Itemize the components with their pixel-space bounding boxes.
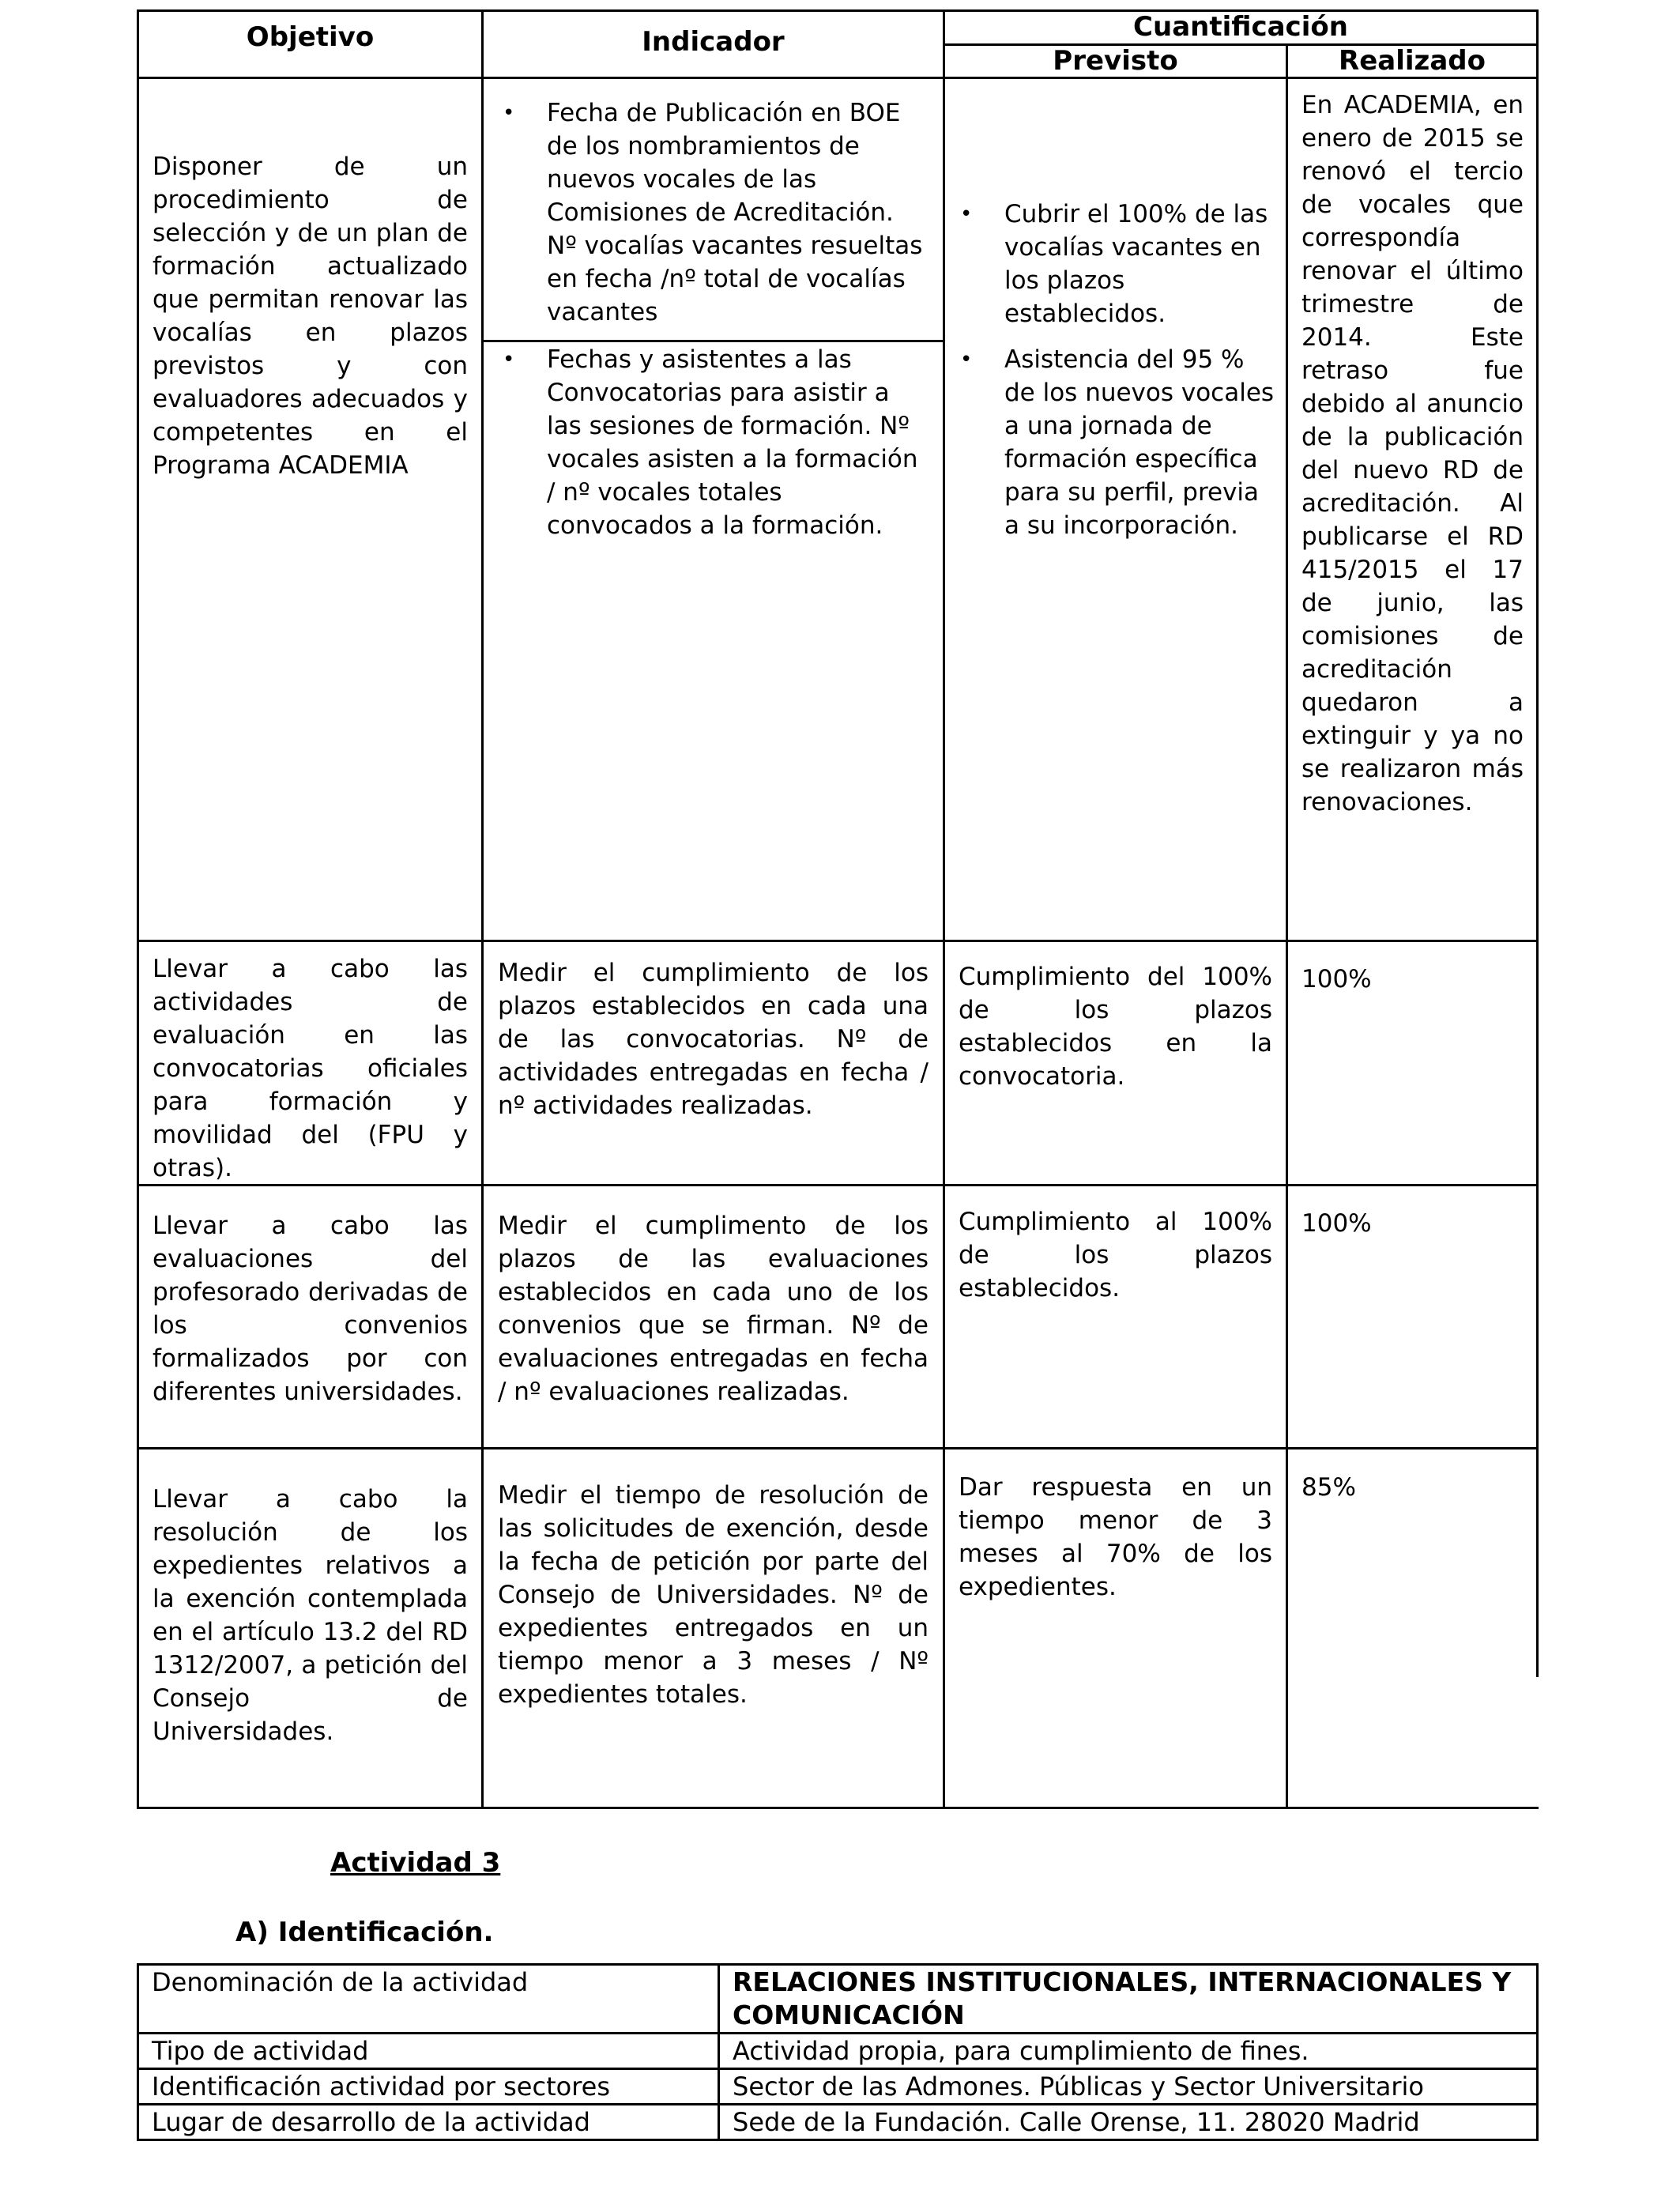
ident-value: Actividad propia, para cumplimiento de fines. <box>719 2034 1538 2069</box>
row3-realizado: 100% <box>1301 1209 1372 1238</box>
ident-label: Identificación actividad por sectores <box>138 2069 719 2105</box>
row1-realizado: En ACADEMIA, en enero de 2015 se renovó el tercio de vocales que correspondía renovar el último trimestre de 2014. Este retraso fue debido al anuncio de la publicación del nuevo RD de acreditación. Al publicarse el RD 415/2015 el 17 de junio, las comisiones de acreditación quedaron a extinguir y ya no se realizaron más renovaciones. <box>1301 91 1524 816</box>
table-row <box>138 2034 1538 2069</box>
identificacion-heading: A) Identificación. <box>235 1917 494 1948</box>
actividad-heading: Actividad 3 <box>330 1847 501 1879</box>
header-objetivo: Objetivo <box>246 21 375 53</box>
ident-value: Sede de la Fundación. Calle Orense, 11. 28020 Madrid <box>719 2105 1538 2140</box>
identification-table <box>137 1963 1539 2141</box>
ident-value: Sector de las Admones. Públicas y Sector Universitario <box>719 2069 1538 2105</box>
row2-previsto: Cumplimiento del 100% de los plazos establecidos en la convocatoria. <box>959 963 1272 1091</box>
row1-previsto-b <box>959 343 1275 542</box>
row1-objetivo: Disponer de un procedimiento de selección y de un plan de formación actualizado que permitan renovar las vocalías en plazos previstos y con evaluadores adecuados y competentes en el Programa ACADEMIA <box>153 153 468 480</box>
row4-previsto: Dar respuesta en un tiempo menor de 3 meses al 70% de los expedientes. <box>959 1473 1272 1601</box>
row2-objetivo: Llevar a cabo las actividades de evaluación en las convocatorias oficiales para formación y movilidad del (FPU y otras). <box>153 955 468 1182</box>
row1-indicador-a <box>501 96 928 329</box>
row1-indicador-a-text: • Fecha de Publicación en BOE de los nombramientos de nuevos vocales de las Comisiones de Acreditación. Nº vocalías vacantes resueltas en fecha /nº total de vocalías vacantes <box>501 96 928 329</box>
header-realizado: Realizado <box>1339 45 1486 77</box>
ident-label: Lugar de desarrollo de la actividad <box>138 2105 719 2140</box>
row3-objetivo: Llevar a cabo las evaluaciones del profesorado derivadas de los convenios formalizados por con diferentes universidades. <box>153 1212 468 1406</box>
row2-indicador: Medir el cumplimiento de los plazos establecidos en cada una de las convocatorias. Nº de actividades entregadas en fecha / nº actividades realizadas. <box>498 959 929 1120</box>
row4-realizado: 85% <box>1301 1473 1356 1502</box>
row1-previsto-b-text: • Asistencia del 95 % de los nuevos vocales a una jornada de formación específica para su perfil, previa a su incorporación. <box>959 343 1275 542</box>
header-cuantificacion: Cuantificación <box>1133 11 1348 43</box>
table-row <box>138 2105 1538 2140</box>
row1-indicador-b <box>501 343 928 542</box>
row2-realizado: 100% <box>1301 965 1372 993</box>
header-indicador: Indicador <box>642 26 785 58</box>
row4-indicador: Medir el tiempo de resolución de las solicitudes de exención, desde la fecha de petición por parte del Consejo de Universidades. Nº de expedientes entregados en un tiempo menor a 3 meses / Nº expedientes totales. <box>498 1481 929 1709</box>
table-row <box>138 1965 1538 2034</box>
header-previsto: Previsto <box>1053 45 1178 77</box>
ident-label: Tipo de actividad <box>138 2034 719 2069</box>
table-row <box>138 2069 1538 2105</box>
row1-indicador-b-text: • Fechas y asistentes a las Convocatorias para asistir a las sesiones de formación. Nº vocales asisten a la formación / nº vocales totales convocados a la formación. <box>501 343 928 542</box>
row1-previsto-a-text: • Cubrir el 100% de las vocalías vacantes en los plazos establecidos. <box>959 198 1275 330</box>
row4-objetivo: Llevar a cabo la resolución de los expedientes relativos a la exención contemplada en el artículo 13.2 del RD 1312/2007, a petición del Consejo de Universidades. <box>153 1485 468 1746</box>
ident-label: Denominación de la actividad <box>138 1965 719 2034</box>
row3-indicador: Medir el cumplimento de los plazos de las evaluaciones establecidos en cada uno de los convenios que se firman. Nº de evaluaciones entregadas en fecha / nº evaluaciones realizadas. <box>498 1212 929 1406</box>
row1-previsto-a <box>959 198 1275 330</box>
row3-previsto: Cumplimiento al 100% de los plazos establecidos. <box>959 1208 1272 1302</box>
ident-value: RELACIONES INSTITUCIONALES, INTERNACIONALES Y COMUNICACIÓN <box>719 1965 1538 2034</box>
